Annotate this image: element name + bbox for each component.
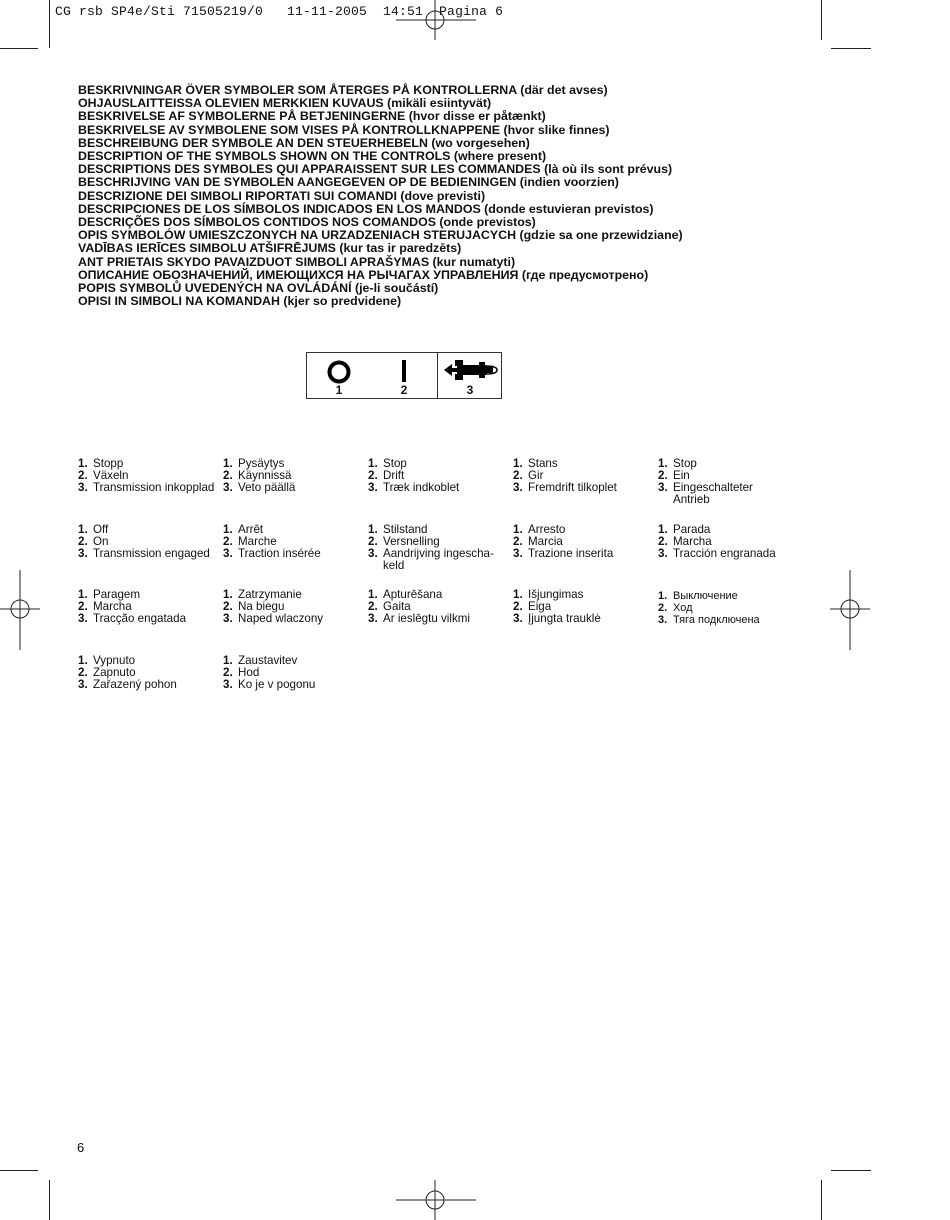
translation-entry: 1. Stop 2. Drift 3. Træk indkoblet [368,457,460,494]
control-symbols-figure [306,352,502,399]
crop-mark [821,1180,822,1220]
crop-mark [831,48,871,49]
translation-entry: 1. Stopp 2. Växeln 3. Transmission inkopplad [78,457,215,494]
heading-line: BESKRIVELSE AF SYMBOLERNE PÅ BETJENINGERNE (hvor disse er påtænkt) [78,109,546,124]
heading-line: OHJAUSLAITTEISSA OLEVIEN MERKKIEN KUVAUS (mikäli esiintyvät) [78,96,492,111]
heading-line: DESCRIPCIONES DE LOS SÍMBOLOS INDICADOS EN LOS MANDOS (donde estuvieran previstos) [78,201,654,216]
translation-entry: 1. Vypnuto 2. Zapnuto 3. Zařazený pohon [78,654,177,691]
translation-entry: 1. Išjungimas 2. Eiga 3. Įjungta trauklė [513,588,601,625]
crop-mark [0,1170,38,1171]
registration-mark-top [396,0,476,40]
registration-mark-right [830,570,870,650]
translation-entry: 1. Off 2. On 3. Transmission engaged [78,523,210,560]
symbol-number: 2 [400,383,408,397]
heading-line: BESKRIVELSE AV SYMBOLENE SOM VISES PÅ KONTROLLKNAPPENE (hvor slike finnes) [78,122,610,137]
crop-mark [0,48,38,49]
print-slug: CG rsb SP4e/Sti 71505219/0 11-11-2005 14:51 Pagina 6 [55,4,504,19]
symbol-number: 1 [335,383,343,397]
heading-line: ОПИСАНИЕ ОБОЗНАЧЕНИЙ, ИМЕЮЩИХСЯ НА РЫЧАГАХ УПРАВЛЕНИЯ (где предусмотрено) [78,267,649,282]
heading-line: BESCHRIJVING VAN DE SYMBOLEN AANGEGEVEN OP DE BEDIENINGEN (indien voorzien) [78,175,619,190]
heading-line: POPIS SYMBOLŮ UVEDENÝCH NA OVLÁDÁNÍ (je-li součástí) [78,281,439,296]
translation-entry: 1. Stop 2. Ein 3. Eingeschalteter Antrieb [658,457,753,506]
tractor-drive-icon [442,357,500,383]
heading-line: OPIS SYMBOLÓW UMIESZCZONYCH NA URZADZENIACH STERUJACYCH (gdzie sa one przewidziane) [78,228,683,243]
symbol-cell-3 [437,353,502,398]
heading-line: ANT PRIETAIS SKYDO PAVAIZDUOT SIMBOLI APRAŠYMAS (kur numatyti) [78,254,516,269]
registration-mark-left [0,570,40,650]
crop-mark [831,1170,871,1171]
heading-line: BESCHREIBUNG DER SYMBOLE AN DEN STEUERHEBELN (wo vorgesehen) [78,135,530,150]
translation-entry: 1. Stans 2. Gir 3. Fremdrift tilkoplet [513,457,617,494]
registration-mark-bottom [396,1180,476,1220]
heading-line: VADĪBAS IERĪCES SIMBOLU ATŠIFRĒJUMS (kur tas ir paredzēts) [78,241,462,256]
translation-entry: 1. Zaustavitev 2. Hod 3. Ko je v pogonu [223,654,316,691]
translation-entry: 1. Parada 2. Marcha 3. Tracción engranada [658,523,776,560]
heading-line: DESCRIPTION OF THE SYMBOLS SHOWN ON THE CONTROLS (where present) [78,149,547,164]
page-number: 6 [77,1140,85,1155]
translation-entry: 1. Stilstand 2. Versnelling 3. Aandrijving ingescha-keld [368,523,494,572]
heading-line: DESCRIZIONE DEI SIMBOLI RIPORTATI SUI COMANDI (dove previsti) [78,188,486,203]
crop-mark [49,0,50,48]
translation-entry: 1. Arrêt 2. Marche 3. Traction insérée [223,523,321,560]
heading-line: OPISI IN SIMBOLI NA KOMANDAH (kjer so predvidene) [78,294,402,309]
bar-on-icon [399,359,409,383]
translation-entry: 1. Zatrzymanie 2. Na biegu 3. Naped wlaczony [223,588,324,625]
symbol-cell-2 [371,353,437,398]
translation-entry: 1. Arresto 2. Marcia 3. Trazione inserita [513,523,614,560]
circle-off-icon [326,359,352,385]
heading-line: DESCRIÇÕES DOS SÍMBOLOS CONTIDOS NOS COMANDOS (onde previstos) [78,215,536,230]
translation-entry: 1. Выключение 2. Ход 3. Тяга подключена [658,590,760,626]
heading-line: DESCRIPTIONS DES SYMBOLES QUI APPARAISSENT SUR LES COMMANDES (là où ils sont prévus) [78,162,673,177]
symbol-cell-1 [307,353,371,398]
translation-entry: 1. Paragem 2. Marcha 3. Tracção engatada [78,588,187,625]
translation-entry: 1. Pysäytys 2. Käynnissä 3. Veto päällä [223,457,296,494]
multilingual-headings [78,84,878,308]
crop-mark [821,0,822,40]
symbol-number: 3 [466,383,474,397]
heading-line: BESKRIVNINGAR ÖVER SYMBOLER SOM ÅTERGES PÅ KONTROLLERNA (där det avses) [78,83,608,97]
crop-mark [49,1180,50,1220]
translation-entry: 1. Apturēšana 2. Gaita 3. Ar ieslēgtu vilkmi [368,588,470,625]
